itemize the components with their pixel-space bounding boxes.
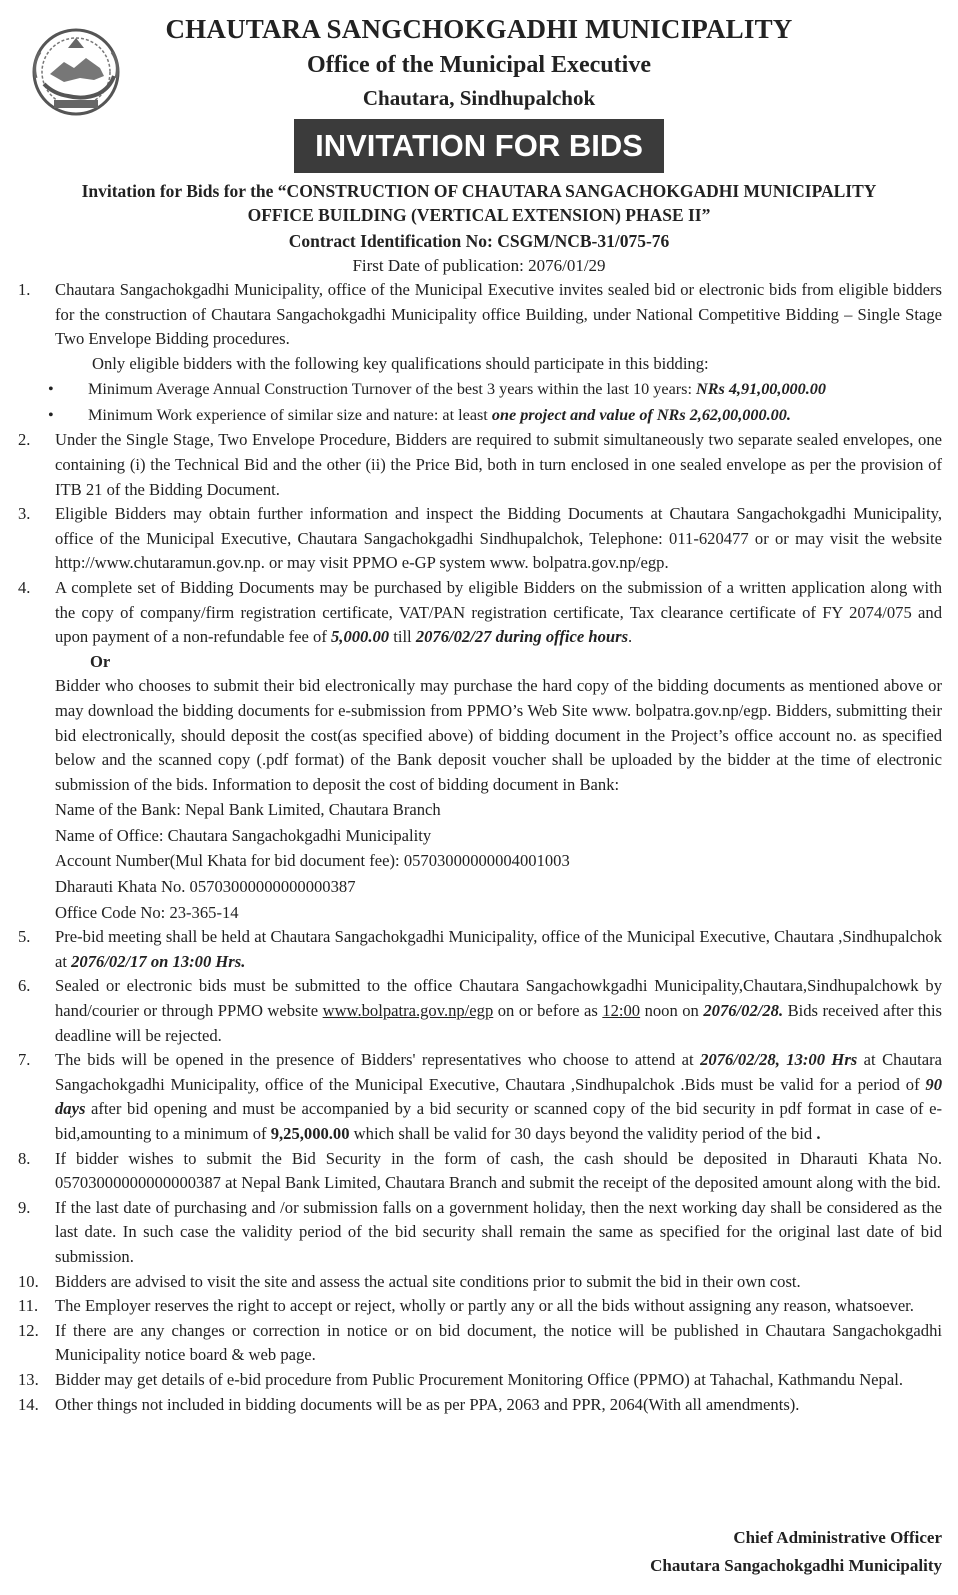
bank-office-name: Name of Office: Chautara Sangachokgadhi Municipality xyxy=(55,825,432,845)
clause-text: Chautara Sangachokgadhi Municipality, office of the Municipal Executive invites sealed bid or electronic bids from eligible bidders for the construction of Chautara Sangachokgadhi Municipality office Building, under National Competitive Bidding – Single Stage Two Envelope Bidding procedures. xyxy=(55,280,942,349)
clause-number: 4. xyxy=(18,577,31,597)
clause-4 xyxy=(18,576,942,650)
notice-body xyxy=(18,278,942,1417)
clause-text: Under the Single Stage, Two Envelope Procedure, Bidders are required to submit simultaneously two separate sealed envelopes, one containing (i) the Technical Bid and the other (ii) the Price Bid, both in turn enclosed in one sealed envelope as per the provision of ITB 21 of the Bidding Document. xyxy=(55,430,942,499)
bid-title-line2: OFFICE BUILDING (VERTICAL EXTENSION) PHASE II” xyxy=(247,205,711,225)
publication-date: First Date of publication: 2076/01/29 xyxy=(352,256,606,275)
clause-11 xyxy=(18,1294,942,1319)
clause-14 xyxy=(18,1393,942,1418)
ppmo-website-link[interactable]: www.bolpatra.gov.np/egp xyxy=(322,1001,494,1021)
clause-text: after bid opening and must be accompanied by a bid security or scanned copy of the bid security in pdf format in case of e-bid,amounting to a minimum of xyxy=(55,1099,942,1143)
office-location: Chautara, Sindhupalchok xyxy=(362,86,596,110)
clause-number: 5. xyxy=(18,927,31,947)
clause-end: . xyxy=(816,1124,821,1143)
clause-text: Eligible Bidders may obtain further information and inspect the Bidding Documents at Chautara Sangachokgadhi Municipality, office of the Municipal Executive, Chautara Sangachokgadhi Sindhupalchok, Telephone: 011-620477 or or may visit the website http://www.chutaramun.gov.np. or may visit PPMO e-GP system www. bolpatra.gov.np/egp. xyxy=(55,504,942,573)
office-name: Office of the Municipal Executive xyxy=(307,52,651,78)
clause-text: Other things not included in bidding documents will be as per PPA, 2063 and PPR, 2064(With all amendments). xyxy=(55,1394,800,1414)
clause-text: If bidder wishes to submit the Bid Security in the form of cash, the cash should be deposited in Dharauti Khata No. 05703000000000000387 at Nepal Bank Limited, Chautara Branch and submit the receipt of the deposited amount along with the bid. xyxy=(55,1148,942,1193)
submission-date: 2076/02/28. xyxy=(703,1001,784,1021)
clause-text: The bids will be opened in the presence of Bidders' representatives who choose to attend at xyxy=(55,1050,701,1070)
clause-7 xyxy=(18,1048,942,1146)
bullet-icon: • xyxy=(48,380,54,399)
prebid-meeting-date: 2076/02/17 on 13:00 Hrs. xyxy=(71,951,246,971)
contract-identification: Contract Identification No: CSGM/NCB-31/075-76 xyxy=(288,231,670,251)
clause-2 xyxy=(18,428,942,502)
clause-text: The Employer reserves the right to accept or reject, wholly or partly any or all the bids without assigning any reason, whatsoever. xyxy=(55,1296,914,1316)
dharauti-khata-number: Dharauti Khata No. 05703000000000000387 xyxy=(55,877,356,897)
bullet-amount: one project and value of NRs 2,62,00,000.00. xyxy=(491,406,791,425)
clause-text: at Chautara Sangachokgadhi Municipality, office of the Municipal Executive, Chautara ,Sindhupalchok .Bids must be valid for a period of xyxy=(55,1050,942,1094)
clause-text: Bidders are advised to visit the site and assess the actual site conditions prior to submit the bid in their own cost. xyxy=(55,1271,801,1291)
bank-name: Name of the Bank: Nepal Bank Limited, Chautara Branch xyxy=(55,800,441,820)
clause-text: Pre-bid meeting shall be held at Chautara Sangachokgadhi Municipality, office of the Municipal Executive, Chautara ,Sindhupalchok at xyxy=(55,927,942,971)
clause-text: Bids received after this deadline will be rejected. xyxy=(55,1001,943,1045)
clause-number: 14. xyxy=(18,1394,39,1414)
clause-8 xyxy=(18,1147,942,1196)
clause-number: 11. xyxy=(18,1296,39,1316)
clause-1 xyxy=(18,278,942,352)
clause-number: 13. xyxy=(18,1369,39,1389)
municipality-name: CHAUTARA SANGCHOKGADHI MUNICIPALITY xyxy=(165,14,793,44)
clause-number: 7. xyxy=(18,1050,31,1070)
bullet-text: Minimum Work experience of similar size and nature: at least xyxy=(88,406,492,425)
signatory-organization: Chautara Sangachokgadhi Municipality xyxy=(650,1556,942,1575)
clause-number: 9. xyxy=(18,1197,31,1217)
clause-text: Bidder may get details of e-bid procedure from Public Procurement Monitoring Office (PPMO) at Tahachal, Kathmandu Nepal. xyxy=(55,1369,903,1389)
clause-12 xyxy=(18,1319,942,1368)
clause-text: If the last date of purchasing and /or submission falls on a government holiday, then the next working day shall be considered as the last date. In such case the validity period of the bid security shall remain the same as specified for the original last date of bid submission. xyxy=(55,1197,942,1266)
clause-number: 1. xyxy=(18,280,31,299)
office-code: Office Code No: 23-365-14 xyxy=(55,902,239,922)
clause-number: 2. xyxy=(18,430,31,450)
notice-banner: INVITATION FOR BIDS xyxy=(294,119,664,173)
clause-number: 10. xyxy=(18,1271,39,1291)
clause-number: 3. xyxy=(18,504,31,524)
bid-security-amount: 9,25,000.00 xyxy=(270,1124,350,1143)
bank-details xyxy=(55,797,942,925)
clause-13 xyxy=(18,1368,942,1393)
submission-time: 12:00 xyxy=(602,1001,641,1021)
clause-text: which shall be valid for 30 days beyond the validity period of the bid xyxy=(349,1124,817,1143)
clause-text: A complete set of Bidding Documents may be purchased by eligible Bidders on the submission of a written application along with the copy of company/firm registration certificate, VAT/PAN registration certificate, Tax clearance certificate of FY 2074/075 and upon payment of a non-refundable fee of xyxy=(55,577,942,647)
signatory-title: Chief Administrative Officer xyxy=(733,1528,942,1547)
clause-text: on or before as xyxy=(493,1001,603,1021)
or-separator: Or xyxy=(90,651,111,671)
clause-text: noon on xyxy=(640,1001,704,1021)
clause-text: If there are any changes or correction in notice or on bid document, the notice will be published in Chautara Sangachokgadhi Municipality notice board & web page. xyxy=(55,1320,942,1365)
bid-title-line1: Invitation for Bids for the “CONSTRUCTION OF CHAUTARA SANGACHOKGADHI MUNICIPALITY xyxy=(81,181,877,201)
clause-number: 8. xyxy=(18,1148,31,1168)
electronic-submission-info xyxy=(18,674,942,797)
clause-text: Bidder who chooses to submit their bid electronically may purchase the hard copy of the bidding documents as mentioned above or may download the bidding documents for e-submission from PPMO’s Web Site www. bolpatra.gov.np/egp. Bidders, submitting their bid electronically, should deposit the cost(as specified above) of bidding document in the Project’s office account no. as specified below and the scanned copy (.pdf format) of the Bank deposit voucher shall be uploaded by the bidder at the time of electronic submission of the bids. Information to deposit the cost of bidding document in Bank: xyxy=(55,676,942,794)
opening-date: 2076/02/28, 13:00 Hrs xyxy=(700,1050,858,1070)
purchase-deadline: 2076/02/27 during office hours xyxy=(415,627,629,647)
qualification-bullet xyxy=(48,402,942,428)
document-fee: 5,000.00 xyxy=(331,627,390,647)
clause-6 xyxy=(18,974,942,1048)
clause-10 xyxy=(18,1270,942,1295)
clause-text: till xyxy=(389,627,416,647)
clause-3 xyxy=(18,502,942,576)
qualification-bullet xyxy=(48,376,942,402)
qualification-intro: Only eligible bidders with the following key qualifications should participate in this bidding: xyxy=(92,353,709,373)
clause-number: 12. xyxy=(18,1320,39,1340)
bullet-amount: NRs 4,91,00,000.00 xyxy=(696,380,826,399)
clause-text: Sealed or electronic bids must be submitted to the office Chautara Sangachowkgadhi Municipality,Chautara,Sindhupalchowk by hand/courier or through PPMO website xyxy=(55,976,942,1021)
clause-number: 6. xyxy=(18,976,31,996)
clause-5 xyxy=(18,925,942,974)
bullet-icon: • xyxy=(48,406,54,425)
validity-period: 90 days xyxy=(55,1074,942,1119)
clause-text: . xyxy=(628,627,633,647)
bullet-text: Minimum Average Annual Construction Turnover of the best 3 years within the last 10 years: xyxy=(88,380,696,399)
bank-account-number: Account Number(Mul Khata for bid document fee): 05703000000004001003 xyxy=(55,851,570,871)
clause-9 xyxy=(18,1196,942,1270)
